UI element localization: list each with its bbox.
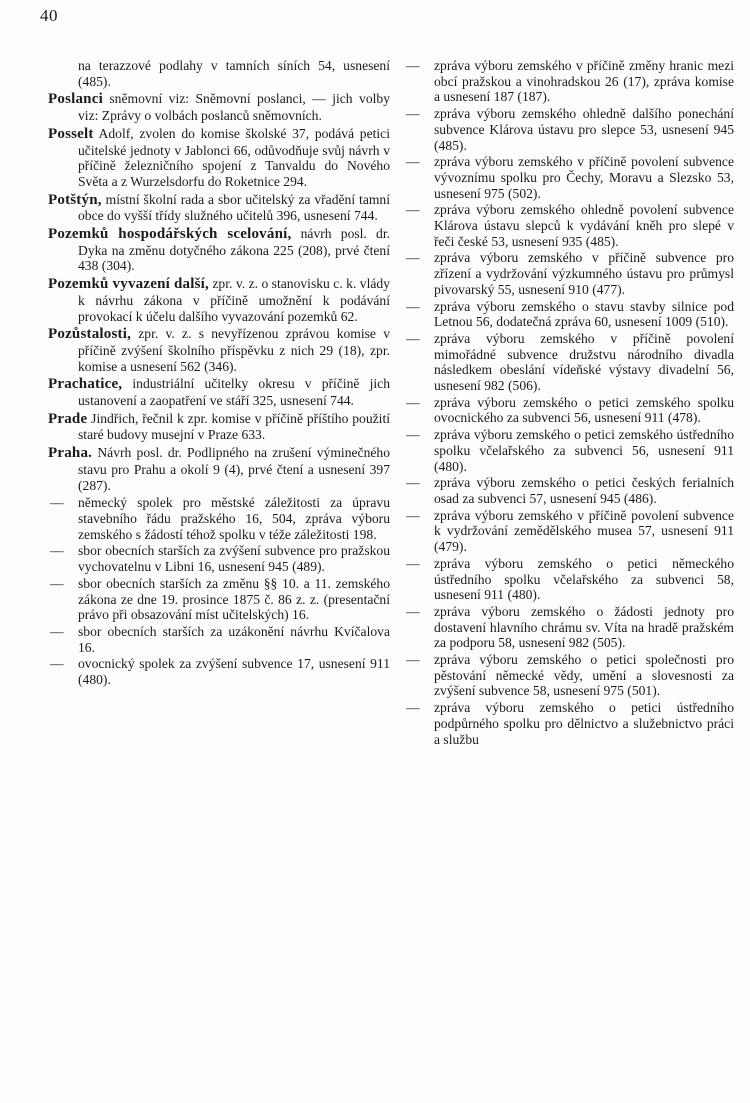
index-entry xyxy=(48,445,390,493)
dash-marker: — xyxy=(50,623,64,639)
dash-marker: — xyxy=(406,475,420,491)
dash-marker: — xyxy=(50,575,64,591)
dash-marker: — xyxy=(50,543,64,559)
index-entry xyxy=(48,326,390,374)
index-subentry xyxy=(404,427,734,474)
entry-text: Adolf, zvolen do komise školské 37, podává petici učitelské jednoty v Jablonci 66, odůvodňuje svůj návrh v příčině železničního spojení z Tanvaldu do Nového Světa a z Wurzelsdorfu do Roketnice 294. xyxy=(78,125,390,189)
index-subentry xyxy=(404,250,734,297)
entry-heading: Praha. xyxy=(48,445,93,462)
entry-heading: Posselt xyxy=(48,125,94,142)
index-subentry xyxy=(404,202,734,249)
dash-marker: — xyxy=(406,700,420,716)
entry-heading: Prachatice, xyxy=(48,376,123,393)
dash-marker: — xyxy=(50,495,64,511)
index-subentry xyxy=(404,508,734,555)
dash-marker: — xyxy=(406,250,420,266)
subentry-text: zpráva výboru zemského o petici zemského spolku ovocnického za subvenci 56, usnesení 911 (478). xyxy=(434,394,734,426)
entry-text: zpr. v. z. o stanovisku c. k. vlády k návrhu zákona v příčině umožnění k podávání provokací k účelu dalšího vyvazování pozemků 62. xyxy=(78,276,390,324)
index-entry xyxy=(48,226,390,274)
subentry-text: německý spolek pro městské záležitosti za úpravu stavebního řádu pražského 16, 504, zpráva výboru zemského s žádostí téhož spolku v téže záležitosti 198. xyxy=(78,495,390,542)
dash-marker: — xyxy=(406,507,420,523)
subentry-text: zpráva výboru zemského o petici zemského ústředního spolku včelařského za subvenci 56, usnesení 911 (480). xyxy=(434,427,734,474)
entry-heading: Poslanci xyxy=(48,91,103,108)
index-entry xyxy=(48,126,390,190)
index-subentry xyxy=(404,556,734,603)
dash-marker: — xyxy=(406,394,420,410)
index-entry xyxy=(48,376,390,408)
index-subentry xyxy=(404,154,734,201)
subentry-text: zpráva výboru zemského o petici českých ferialních osad za subvenci 57, usnesení 945 (486). xyxy=(434,475,734,506)
subentry-text: zpráva výboru zemského ohledně povolení subvence Klárova ústavu slepců k vydávání kněh pro slepé v řeči české 53, usnesení 935 (485). xyxy=(434,202,734,249)
index-subentry xyxy=(404,331,734,394)
entry-text: sněmovní viz: Sněmovní poslanci, — jich volby viz: Zprávy o volbách poslanců sněmovních. xyxy=(78,91,390,124)
subentry-text: zpráva výboru zemského o petici společnosti pro pěstování německé vědy, umění a slovesnosti za zvýšení subvence 58, usnesení 975 (501). xyxy=(434,652,734,699)
dash-marker: — xyxy=(406,298,420,314)
subentry-text: sbor obecních starších za změnu §§ 10. a 11. zemského zákona ze dne 19. prosince 1875 č. 86 z. z. (presentační právo při obsazování míst učitelských) 16. xyxy=(78,575,390,623)
subentry-text: zpráva výboru zemského o petici ústředního podpůrného spolku pro dělnictvo a služebnictvo práci a službu xyxy=(434,700,734,747)
entry-heading: Prade xyxy=(48,410,88,427)
entry-heading: Pozůstalosti, xyxy=(48,326,132,343)
entry-heading: Pozemků vyvazení další, xyxy=(48,276,209,293)
index-entry xyxy=(48,91,390,123)
index-entry xyxy=(48,411,390,443)
index-subentry xyxy=(404,475,734,506)
index-subentry xyxy=(48,576,390,623)
entry-text: návrh posl. dr. Dyka na změnu dotyčného zákona 225 (208), prvé čtení 438 (304). xyxy=(78,226,390,274)
dash-marker: — xyxy=(50,656,64,672)
dash-marker: — xyxy=(406,555,420,571)
index-subentry xyxy=(404,652,734,699)
dash-marker: — xyxy=(406,603,420,619)
index-subentry xyxy=(48,656,390,687)
left-column xyxy=(48,58,390,689)
subentry-text: zpráva výboru zemského v příčině povolení subvence vývoznímu spolku pro Čechy, Moravu a Slezsko 53, usnesení 975 (502). xyxy=(434,154,734,201)
index-subentry xyxy=(48,495,390,542)
entry-text: zpr. v. z. s nevyřízenou zprávou komise v příčině zvýšení školního příspěvku z nich 29 (18), zpr. komise a usnesení 562 (346). xyxy=(78,326,390,374)
subentry-text: zpráva výboru zemského v příčině změny hranic mezi obcí pražskou a vinohradskou 26 (17), zpráva komise a usnesení 187 (187). xyxy=(434,58,734,105)
right-column xyxy=(404,58,734,748)
subentry-text: zpráva výboru zemského o petici německého ústředního spolku včelařského za subvenci 58, usnesení 911 (480). xyxy=(434,555,734,603)
index-subentry xyxy=(404,700,734,747)
subentry-text: zpráva výboru zemského v příčině povolení mimořádné subvence družstvu národního divadla následkem obeslání vídeňské výstavy divadelní 56, usnesení 982 (506). xyxy=(434,330,734,394)
entry-heading: Potštýn, xyxy=(48,191,102,208)
index-subentry xyxy=(48,543,390,574)
index-subentry xyxy=(404,299,734,330)
page-number: 40 xyxy=(40,6,58,25)
entry-text: industriální učitelky okresu v příčině jich ustanovení a zaopatření ve stáří 325, usnesení 744. xyxy=(78,376,390,409)
dash-marker: — xyxy=(406,58,420,73)
dash-marker: — xyxy=(406,427,420,443)
subentry-text: sbor obecních starších za uzákonění návrhu Kvíčalova 16. xyxy=(78,623,390,655)
index-entry xyxy=(48,276,390,324)
entry-text: na terazzové podlahy v tamních síních 54, usnesení (485). xyxy=(78,58,390,89)
index-subentry xyxy=(404,604,734,651)
subentry-text: zpráva výboru zemského o stavu stavby silnice pod Letnou 56, dodatečná zpráva 60, usnesení 1009 (510). xyxy=(434,298,734,330)
dash-marker: — xyxy=(406,330,420,346)
subentry-text: zpráva výboru zemského v příčině povolení subvence k vydržování zemědělského musea 57, usnesení 911 (479). xyxy=(434,507,734,555)
subentry-text: ovocnický spolek za zvýšení subvence 17, usnesení 911 (480). xyxy=(78,656,390,688)
index-subentry xyxy=(48,624,390,655)
subentry-text: zpráva výboru zemského ohledně dalšího ponechání subvence Klárova ústavu pro slepce 53, usnesení 945 (485). xyxy=(434,106,734,153)
index-subentry xyxy=(404,395,734,426)
index-entry xyxy=(48,192,390,224)
continued-entry xyxy=(48,58,390,89)
dash-marker: — xyxy=(406,652,420,668)
dash-marker: — xyxy=(406,154,420,170)
entry-text: Návrh posl. dr. Podlipného na zrušení výminečného stavu pro Prahu a okolí 9 (4), prvé čtení a usnesení 397 (287). xyxy=(78,445,390,493)
index-subentry xyxy=(404,106,734,153)
subentry-text: zpráva výboru zemského o žádosti jednoty pro dostavení hlavního chrámu sv. Víta na hradě pražském za podporu 58, usnesení 982 (505). xyxy=(434,603,734,651)
dash-marker: — xyxy=(406,106,420,122)
entry-text: místní školní rada a sbor učitelský za vřadění tamní obce do vyšší třídy služného učitelů 396, usnesení 744. xyxy=(78,191,390,224)
entry-heading: Pozemků hospodářských scelování, xyxy=(48,226,292,243)
entry-text: Jindřich, řečnil k zpr. komise v příčině příštího použití staré budovy musejní v Praze 633. xyxy=(78,410,390,443)
subentry-text: zpráva výboru zemského v příčině subvence pro zřízení a vydržování výzkumného ústavu pro průmysl pivovarský 55, usnesení 910 (477). xyxy=(434,250,734,297)
dash-marker: — xyxy=(406,202,420,218)
index-subentry xyxy=(404,58,734,105)
subentry-text: sbor obecních starších za zvýšení subvence pro pražskou vychovatelnu v Libni 16, usnesení 945 (489). xyxy=(78,543,390,575)
